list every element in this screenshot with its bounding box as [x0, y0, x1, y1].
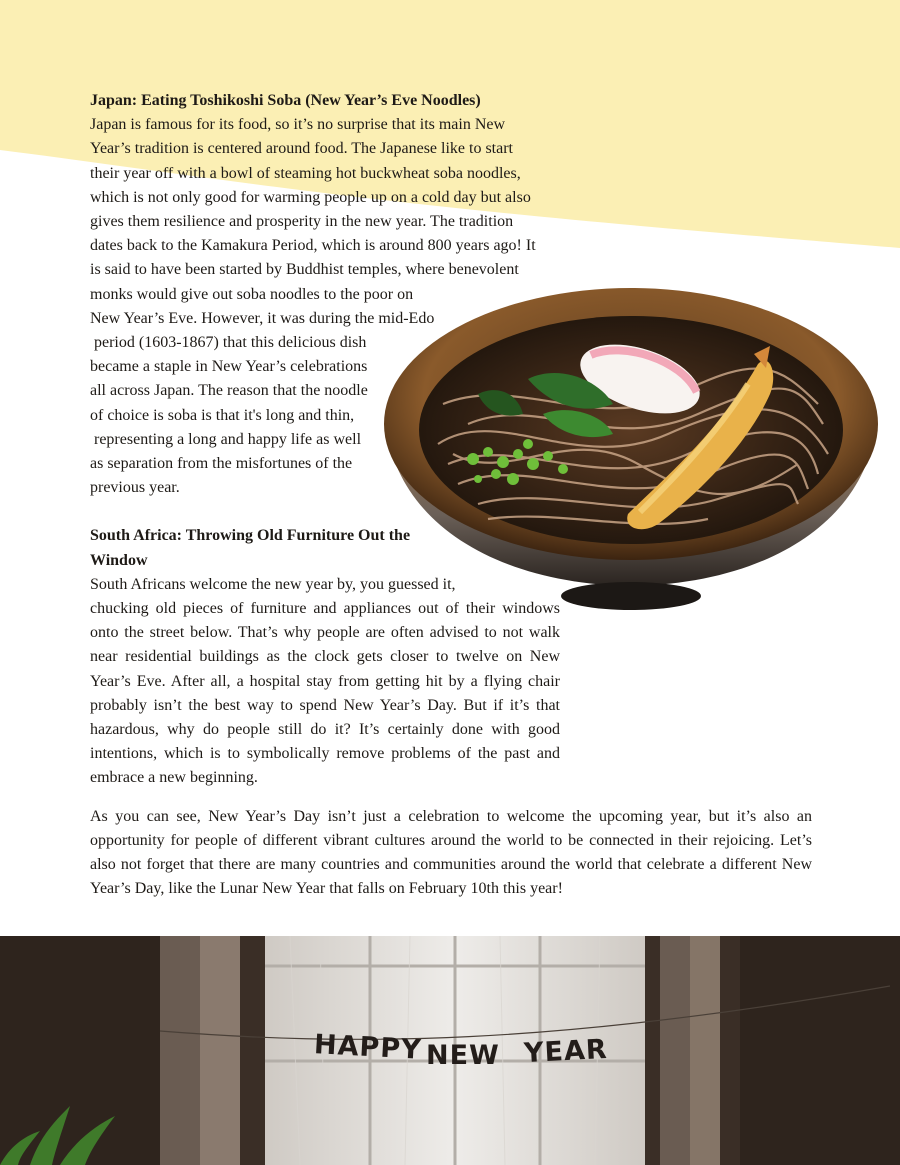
happy-new-year-photo: [0, 936, 900, 1165]
south-africa-heading-line: South Africa: Throwing Old Furniture Out the: [90, 527, 411, 545]
japan-line: monks would give out soba noodles to the poor on: [90, 285, 414, 303]
japan-line: New Year’s Eve. However, it was during the mid-Edo: [90, 309, 435, 327]
japan-line: became a staple in New Year’s celebrations: [90, 358, 368, 376]
japan-line: gives them resilience and prosperity in the new year. The tradition: [90, 213, 514, 231]
japan-line: period (1603-1867) that this delicious dish: [90, 334, 367, 352]
banner-word: HAPPY: [313, 1029, 423, 1066]
japan-line: is said to have been started by Buddhist temples, where benevolent: [90, 261, 519, 279]
soba-bowl-image: [378, 284, 884, 618]
south-africa-heading-line: Window: [90, 551, 148, 569]
japan-heading: Japan: Eating Toshikoshi Soba (New Year’s Eve Noodles): [90, 92, 481, 109]
south-africa-intro-line: South Africans welcome the new year by, you guessed it,: [90, 575, 456, 593]
japan-line: previous year.: [90, 479, 180, 497]
banner-word: NEW: [426, 1040, 500, 1071]
japan-line: dates back to the Kamakura Period, which is around 800 years ago! It: [90, 237, 536, 255]
japan-line: representing a long and happy life as well: [90, 430, 362, 448]
japan-line: their year off with a bowl of steaming hot buckwheat soba noodles,: [90, 164, 521, 182]
banner-word: YEAR: [523, 1033, 609, 1070]
japan-line: as separation from the misfortunes of the: [90, 455, 353, 473]
south-africa-body: chucking old pieces of furniture and appliances out of their windows onto the street below. That’s why people are often advised to not walk near residential buildings as the clock gets closer to twelve on New Year’s Eve. After all, a hospital stay from getting hit by a flying chair probably isn’t the best way to spend New Year’s Day. But if it’s that hazardous, why do people still do it? It’s certainly done with good intentions, which is to symbolically remove problems of the past and embrace a new beginning.: [90, 600, 560, 787]
conclusion-paragraph: As you can see, New Year’s Day isn’t just a celebration to welcome the upcoming year, but it’s also an opportunity for people of different vibrant cultures around the world to be connected in their rejoicing. Let’s also not forget that there are many countries and communities around the world that celebrate a different New Year’s Day, like the Lunar New Year that falls on February 10th this year!: [90, 807, 812, 898]
japan-line: Year’s tradition is centered around food. The Japanese like to start: [90, 140, 513, 158]
happy-new-year-banner: [312, 1029, 612, 1072]
japan-line: which is not only good for warming people up on a cold day but also: [90, 188, 531, 206]
japan-line: all across Japan. The reason that the noodle: [90, 382, 368, 400]
japan-line: of choice is soba is that it's long and thin,: [90, 406, 355, 424]
japan-line: Japan is famous for its food, so it’s no surprise that its main New: [90, 116, 506, 134]
